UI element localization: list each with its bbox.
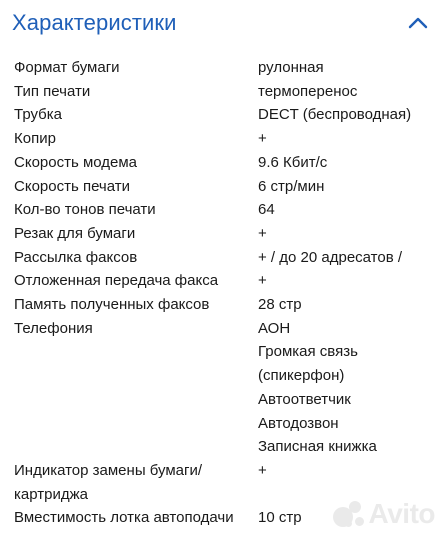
spec-value: Автодозвон (258, 414, 339, 432)
spec-value: Громкая связь (258, 343, 358, 361)
spec-label: Рассылка факсов (14, 248, 138, 266)
spec-label: Скорость модема (14, 153, 138, 171)
spec-row-delayed-fax (14, 269, 434, 293)
spec-values (258, 151, 434, 175)
spec-label: Память полученных факсов (14, 296, 210, 314)
avito-logo-icon (329, 499, 365, 529)
spec-row-telephony (14, 317, 434, 459)
spec-label: Тип печати (14, 82, 91, 100)
spec-values (258, 56, 434, 80)
spec-values (258, 293, 434, 317)
spec-values (258, 317, 434, 459)
spec-value: DECT (беспроводная) (258, 106, 412, 124)
spec-row-paper-cutter (14, 222, 434, 246)
chevron-up-icon[interactable] (407, 12, 429, 34)
spec-value: 6 стр/мин (258, 177, 325, 195)
spec-value: 64 (258, 201, 275, 219)
avito-watermark (329, 498, 435, 530)
spec-values (258, 103, 434, 127)
chevron-up-icon-svg (408, 17, 428, 29)
spec-row-print-tones (14, 198, 434, 222)
spec-value: (спикерфон) (258, 367, 345, 385)
spec-label: Телефония (14, 319, 93, 337)
spec-label: Скорость печати (14, 177, 130, 195)
spec-value: Автоответчик (258, 390, 351, 408)
section-header-characteristics[interactable] (12, 6, 433, 40)
specs-list (14, 56, 434, 530)
spec-label: Отложенная передача факса (14, 272, 219, 290)
spec-value: + (258, 130, 267, 148)
spec-values (258, 198, 434, 222)
spec-row-print-speed (14, 175, 434, 199)
spec-value: + (258, 461, 267, 479)
spec-value: + (258, 272, 267, 290)
spec-row-print-type (14, 80, 434, 104)
section-title: Характеристики (12, 10, 177, 35)
spec-value: + (258, 224, 267, 242)
spec-value: термоперенос (258, 82, 358, 100)
spec-label: Формат бумаги (14, 59, 120, 76)
spec-label: Индикатор замены бумаги/картриджа (14, 461, 203, 503)
spec-values (258, 222, 434, 246)
spec-value: + / до 20 адресатов / (258, 248, 403, 266)
spec-value: 10 стр (258, 509, 302, 527)
spec-row-handset (14, 103, 434, 127)
spec-values (258, 127, 434, 151)
spec-row-fax-memory (14, 293, 434, 317)
spec-row-fax-broadcast (14, 246, 434, 270)
spec-values (258, 459, 434, 483)
spec-label: Трубка (14, 106, 62, 124)
spec-value: 28 стр (258, 296, 302, 314)
spec-values (258, 246, 434, 270)
spec-value: 9.6 Кбит/с (258, 153, 328, 171)
spec-value: рулонная (258, 59, 324, 76)
spec-row-paper-format (14, 56, 434, 80)
spec-values (258, 80, 434, 104)
spec-label: Вместимость лотка автоподачи (14, 509, 234, 527)
spec-label: Кол-во тонов печати (14, 201, 156, 219)
watermark-text: Avito (368, 498, 435, 529)
spec-values (258, 175, 434, 199)
spec-value: Записная книжка (258, 438, 377, 456)
spec-values (258, 269, 434, 293)
spec-row-copier (14, 127, 434, 151)
spec-label: Копир (14, 130, 56, 148)
spec-value: АОН (258, 319, 291, 337)
spec-label: Резак для бумаги (14, 224, 136, 242)
spec-row-modem-speed (14, 151, 434, 175)
